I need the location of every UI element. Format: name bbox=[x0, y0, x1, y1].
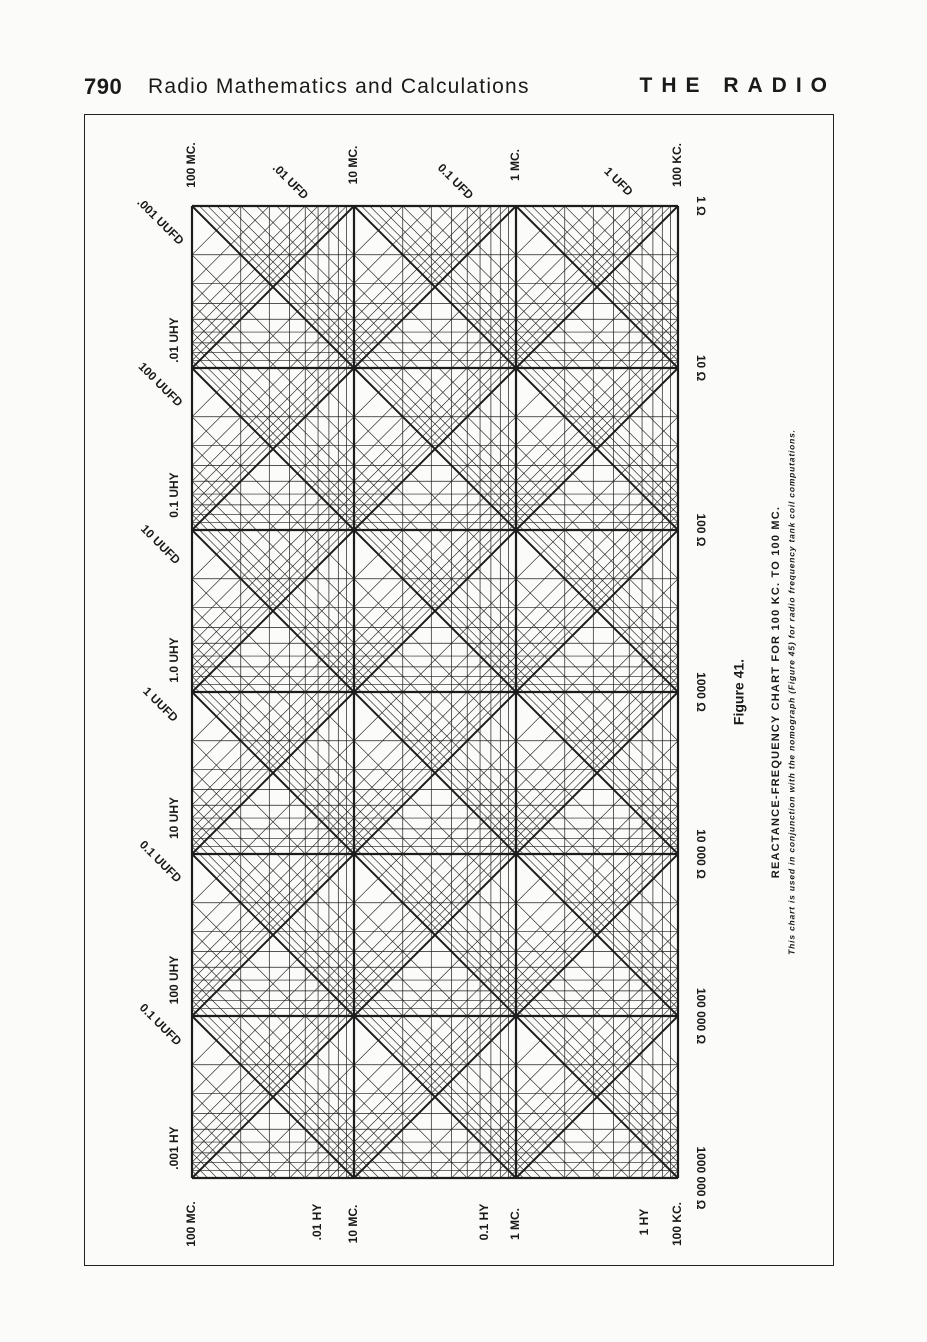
inductance-minor-line bbox=[0, 0, 927, 283]
inductance-minor-line bbox=[0, 0, 927, 181]
left-inductance-label: 100 UHY bbox=[167, 955, 182, 1005]
inductance-minor-line bbox=[0, 0, 927, 142]
inductance-major-line bbox=[0, 0, 927, 44]
bottom-frequency-label: 10 MC. bbox=[346, 1204, 361, 1244]
inductance-minor-line bbox=[0, 0, 927, 199]
inductance-minor-line bbox=[0, 0, 927, 37]
capacitance-minor-line bbox=[0, 0, 927, 319]
top-capacitance-label: 0.1 UFD bbox=[434, 160, 477, 203]
left-inductance-label: 0.1 UHY bbox=[167, 472, 182, 518]
capacitance-minor-line bbox=[0, 1276, 927, 1342]
section-title: Radio Mathematics and Calculations bbox=[148, 75, 530, 98]
left-capacitance-label: 1 UUFD bbox=[140, 684, 181, 725]
left-inductance-label: 1.0 UHY bbox=[167, 637, 182, 683]
capacitance-minor-line bbox=[0, 1114, 927, 1342]
inductance-minor-line bbox=[0, 0, 927, 121]
capacitance-minor-line bbox=[0, 1315, 927, 1342]
capacitance-minor-line bbox=[0, 0, 927, 283]
bottom-frequency-label: 100 MC. bbox=[184, 1201, 199, 1247]
capacitance-minor-line bbox=[0, 1291, 927, 1342]
capacitance-minor-line bbox=[0, 1153, 927, 1342]
capacitance-minor-line bbox=[0, 1171, 927, 1342]
left-inductance-label: .001 HY bbox=[167, 1126, 182, 1170]
top-frequency-label: 100 MC. bbox=[184, 142, 199, 188]
left-capacitance-label: .001 UUFD bbox=[134, 195, 187, 248]
chart-title: REACTANCE-FREQUENCY CHART FOR 100 KC. TO 100 MC. bbox=[769, 505, 782, 879]
reactance-label: 10 000 Ω bbox=[693, 829, 708, 879]
capacitance-minor-line bbox=[0, 0, 927, 255]
inductance-minor-line bbox=[0, 0, 927, 332]
capacitance-minor-line bbox=[0, 967, 927, 1342]
reactance-label: 100 000 Ω bbox=[693, 987, 708, 1045]
capacitance-minor-line bbox=[0, 1000, 927, 1342]
chart-subtitle: This chart is used in conjunction with the nomograph (Figure 45) for radio frequency tank coil computations. bbox=[786, 429, 797, 955]
capacitance-minor-line bbox=[0, 903, 927, 1342]
capacitance-minor-line bbox=[0, 1333, 927, 1342]
figure-label: Figure 41. bbox=[730, 658, 747, 726]
capacitance-minor-line bbox=[0, 0, 927, 343]
capacitance-minor-line bbox=[0, 1129, 927, 1342]
inductance-minor-line bbox=[0, 0, 927, 481]
reactance-label: 1000 000 Ω bbox=[693, 1146, 708, 1210]
inductance-minor-line bbox=[0, 0, 927, 319]
page-number: 790 bbox=[84, 74, 123, 99]
capacitance-minor-line bbox=[0, 0, 927, 481]
book-title: THE RADIO bbox=[639, 74, 836, 97]
top-frequency-label: 100 KC. bbox=[670, 142, 685, 188]
capacitance-minor-line bbox=[0, 1009, 927, 1342]
reactance-label: 1 Ω bbox=[693, 196, 708, 216]
capacitance-minor-line bbox=[0, 931, 927, 1342]
inductance-minor-line bbox=[0, 0, 927, 190]
capacitance-minor-line bbox=[0, 0, 927, 332]
capacitance-minor-line bbox=[0, 0, 927, 505]
bottom-inductance-label: .01 HY bbox=[310, 1203, 325, 1241]
bottom-frequency-label: 1 MC. bbox=[508, 1207, 523, 1241]
capacitance-minor-line bbox=[0, 1255, 927, 1342]
inductance-minor-line bbox=[0, 0, 927, 170]
inductance-minor-line bbox=[0, 0, 927, 8]
left-capacitance-label: 100 UUFD bbox=[135, 359, 186, 410]
bottom-frequency-label: 100 KC. bbox=[670, 1201, 685, 1247]
capacitance-minor-line bbox=[0, 1324, 927, 1342]
capacitance-major-line bbox=[0, 0, 927, 206]
left-inductance-label: .01 UHY bbox=[167, 317, 182, 363]
left-inductance-label: 10 UHY bbox=[167, 796, 182, 840]
capacitance-minor-line bbox=[0, 1304, 927, 1342]
top-capacitance-label: .01 UFD bbox=[269, 160, 312, 203]
reactance-label: 1000 Ω bbox=[693, 672, 708, 712]
top-frequency-label: 10 MC. bbox=[346, 145, 361, 185]
capacitance-minor-line bbox=[0, 1093, 927, 1342]
reactance-label: 10 Ω bbox=[693, 354, 708, 382]
inductance-minor-line bbox=[0, 0, 927, 19]
top-capacitance-label: 1 UFD bbox=[601, 164, 636, 199]
reactance-label: 100 Ω bbox=[693, 513, 708, 547]
top-frequency-label: 1 MC. bbox=[508, 148, 523, 182]
inductance-minor-line bbox=[0, 0, 927, 28]
bottom-inductance-label: 1 HY bbox=[637, 1208, 652, 1236]
capacitance-minor-line bbox=[0, 1162, 927, 1342]
bottom-inductance-label: 0.1 HY bbox=[477, 1203, 492, 1241]
inductance-major-line bbox=[0, 0, 927, 206]
left-capacitance-label: 0.1 UUFD bbox=[136, 837, 185, 886]
capacitance-minor-line bbox=[0, 1227, 927, 1342]
inductance-minor-line bbox=[0, 0, 927, 505]
capacitance-minor-line bbox=[0, 980, 927, 1342]
left-capacitance-label: 10 UUFD bbox=[137, 521, 184, 568]
inductance-minor-line bbox=[0, 0, 927, 157]
inductance-minor-line bbox=[0, 0, 927, 93]
capacitance-major-line bbox=[0, 1178, 927, 1342]
inductance-minor-line bbox=[0, 0, 927, 255]
capacitance-minor-line bbox=[0, 1065, 927, 1342]
inductance-minor-line bbox=[0, 0, 927, 343]
capacitance-minor-line bbox=[0, 1142, 927, 1342]
left-capacitance-label: 0.1 UUFD bbox=[136, 1000, 185, 1049]
chart-labels bbox=[134, 142, 796, 1246]
